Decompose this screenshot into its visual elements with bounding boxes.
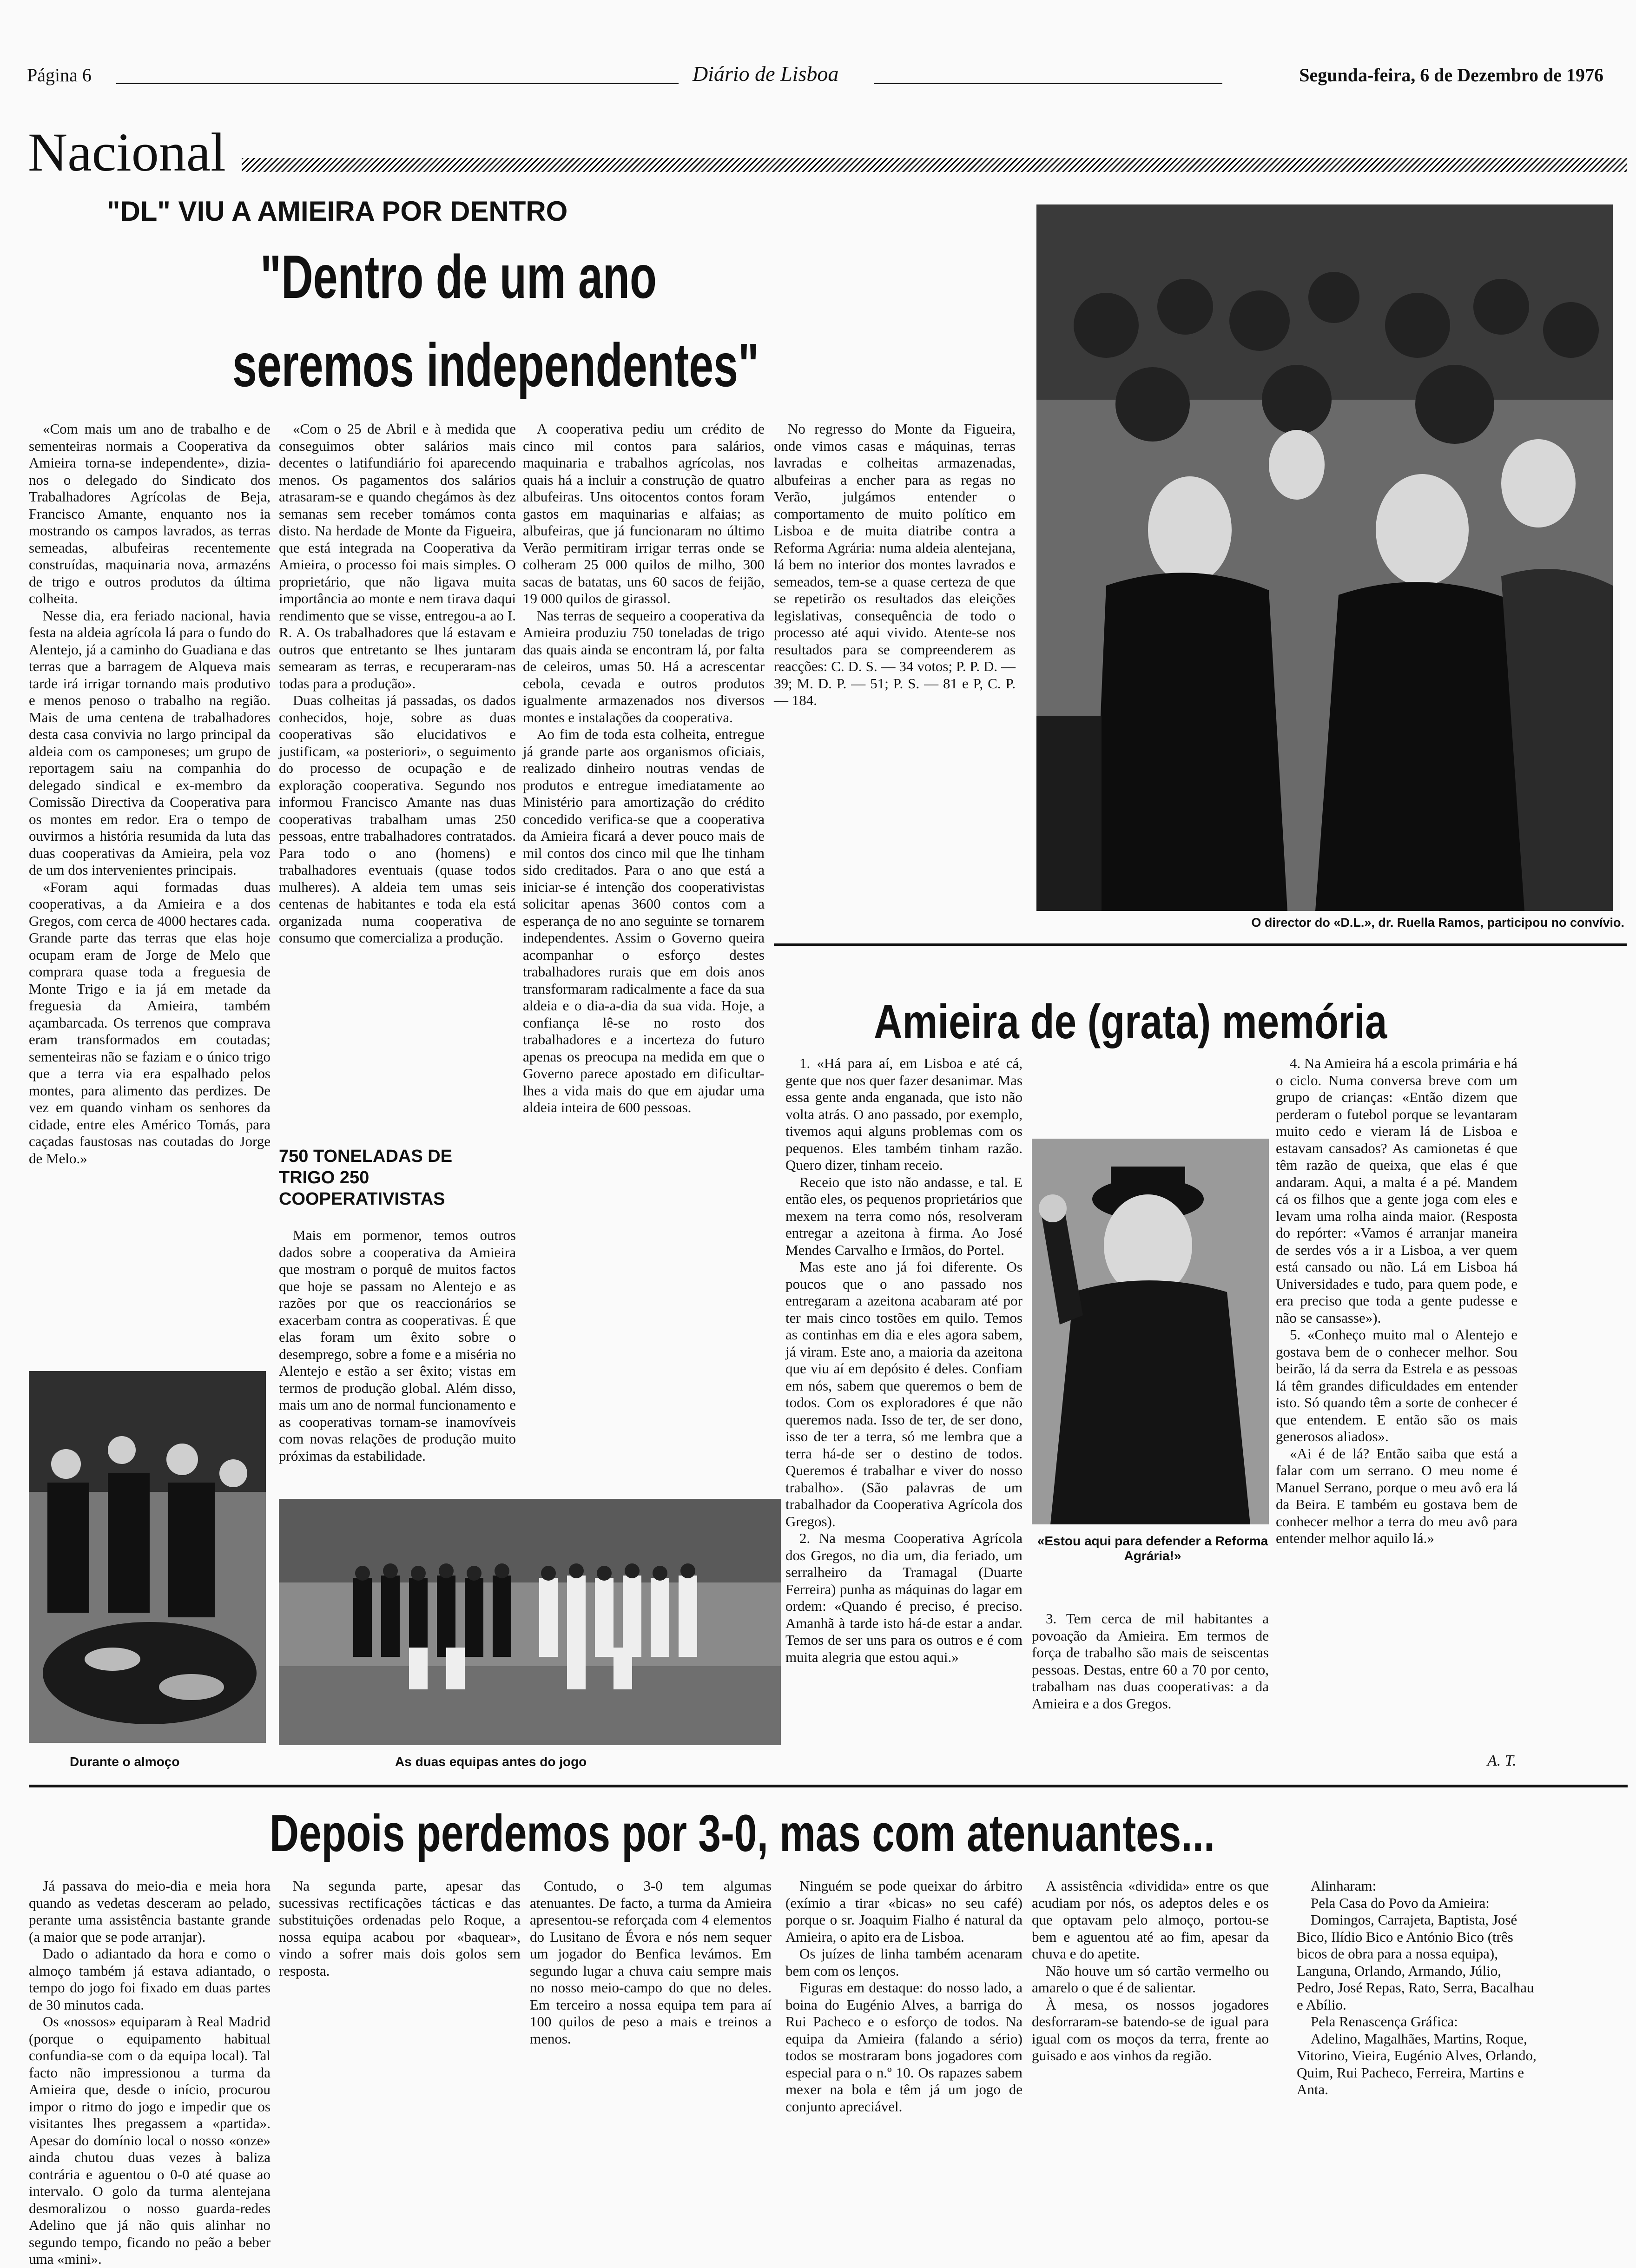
story3-paragraph: Dado o adiantado da hora e como o almoço também já estava adiantado, o tempo do jogo foi fixado em duas partes de 30 minutos cada. xyxy=(29,1945,270,2013)
story1-paragraph: Nas terras de sequeiro a cooperativa da Amieira produziu 750 toneladas de trigo das quais ainda se encontram lá, por falta de celeiros, umas 50. Há a acrescentar cebola, cevada e outros produtos igualmente armazenados nos diversos montes e instalações da cooperativa. xyxy=(523,607,765,725)
story2-paragraph: Receio que isto não andasse, e tal. E então eles, os pequenos proprietários que mexem na terra como nós, resolveram entregar a azeitona à firma. Ao José Mendes Carvalho e Irmãos, do Portel. xyxy=(785,1174,1022,1258)
story1-paragraph: Duas colheitas já passadas, os dados conhecidos, hoje, sobre as duas cooperativas são elucidativos e justificam, «a posteriori», o seguimento do processo de ocupação e de exploração cooperativa. Segundo nos informou Francisco Amante nas duas cooperativas trabalham umas 250 pessoas, entre trabalhadores contratados. Para todo o ano (homens) e trabalhadores eventuais (quase todos mulheres). A aldeia tem umas seis centenas de habitantes e toda ela está organizada numa cooperativa de consumo que comercializa a produção. xyxy=(279,692,516,946)
old-man-photo-caption: «Estou aqui para defender a Reforma Agrária!» xyxy=(1037,1534,1268,1563)
story-separator xyxy=(774,943,1627,946)
teams-photo xyxy=(279,1499,781,1745)
lunch-photo-icon xyxy=(29,1371,266,1743)
story1-paragraph: «Foram aqui formadas duas cooperativas, a da Amieira e a dos Gregos, com cerca de 4000 hectares cada. Grande parte das terras que elas hoje ocupam eram de Jorge de Melo que comprara quase toda a freguesia de Monte Trigo e ia já em metade da freguesia da Amieira, também açambarcada. Os terrenos que comprava eram transformados em coutadas; sementeiras não se faziam e o único trigo que a terra via era espalhado pelos montes, para alimento das perdizes. De vez em quando vinham os senhores da cidade, entre eles Américo Tomás, para caçadas faustosas nas coutadas do Jorge de Melo.» xyxy=(29,878,270,1167)
story1-paragraph: «Com o 25 de Abril e à medida que conseguimos obter salários mais decentes o latifundiário foi aparecendo menos. Os pagamentos dos salários atrasaram-se e quando chegámos às dez semanas sem receber tomámos conta disto. Na herdade de Monte da Figueira, que está integrada na Cooperativa da Amieira, o processo foi mais simples. O proprietário, que não ligava muita importância ao monte e nem tirava daqui rendimento que se visse, entregou-a ao I. R. A. Os trabalhadores que lá estavam e outros que entretanto se lhes juntaram semearam as terras, e recuperaram-nas todas para a produção». xyxy=(279,421,516,692)
lineup-home-label: Pela Casa do Povo da Amieira: xyxy=(1311,1894,1490,1911)
story1-paragraph: A cooperativa pediu um crédito de cinco mil contos para salários, maquinaria e trabalhos agrícolas, nos quais há a incluir a construção de quatro albufeiras. Uns oitocentos contos foram gastos em maquinarias e alfaias; as albufeiras, que já funcionaram no último Verão permitiram irrigar terras onde se colheram 25 000 quilos de milho, 300 sacas de batatas, uns 60 sacos de feijão, 19 000 quilos de girassol. xyxy=(523,421,765,607)
story3-paragraph: À mesa, os nossos jogadores desforraram-se batendo-se de igual para igual com os moços da terra, frente ao guisado e aos vinhos da região. xyxy=(1032,1996,1269,2064)
story1-headline-1: "Dentro de um ano xyxy=(260,243,657,311)
crowd-photo-icon xyxy=(1036,204,1613,911)
header-rule-left xyxy=(116,83,679,84)
crowd-photo xyxy=(1036,204,1613,911)
story1-paragraph: Mais em pormenor, temos outros dados sobre a cooperativa da Amieira que mostram o porquê de muitos factos que hoje se passam no Alentejo e as razões por que os reaccionários se exacerbam contra as cooperativas. É que elas foram um êxito sobre o desemprego, sobre a fome e a miséria no Alentejo e estão a ser êxito; vistas em termos de produção global. Além disso, mais um ano de normal funcionamento e as cooperativas tornam-se inamovíveis com novas relações de produção muito próximas da estabilidade. xyxy=(279,1227,516,1464)
story1-paragraph: Ao fim de toda esta colheita, entregue já grande parte aos organismos oficiais, realizado dinheiro noutras vendas de produtos e entregue imediatamente ao Ministério para amortização do crédito concedido verifica-se que a cooperativa da Amieira ficará a dever pouco mais de mil contos dos cinco mil que lhe tinham sido creditados. Para o ano que está a iniciar-se é intenção dos cooperativistas solicitar apenas 3600 contos com a esperança de no ano seguinte se tornarem independentes. Assim o Governo queira acompanhar o esforço destes trabalhadores rurais que em dois anos transformaram radicalmente a face da sua aldeia e o dia-a-dia da sua vida. Hoje, a confiança lê-se no rosto dos trabalhadores e a incerteza do futuro apenas os preocupa na medida em que o Governo parece apostado em dificultar-lhes a vida mais do que em ajudar uma aldeia inteira de 600 pessoas. xyxy=(523,726,765,1115)
story2-signature: A. T. xyxy=(1487,1752,1517,1769)
page-number: Página 6 xyxy=(27,65,92,86)
story2-paragraph: 2. Na mesma Cooperativa Agrícola dos Gregos, no dia um, dia feriado, um serralheiro da Tramagal (Duarte Ferreira) punha as máquinas do lagar em ordem: «Quando é preciso, é preciso. Amanhã à tarde isto há-de estar a andar. Temos de ser uns para os outros e é com muita alegria que estou aqui.» xyxy=(785,1530,1022,1665)
story1-paragraph: «Com mais um ano de trabalho e de sementeiras normais a Cooperativa da Amieira torna-se independente», dizia-nos o delegado do Sindicato dos Trabalhadores Agrícolas de Beja, Francisco Amante, enquanto nos ia mostrando os campos lavrados, as terras semeadas, albufeiras recentemente construídas, maquinaria nova, armazéns de trigo e outros produtos da última colheita. xyxy=(29,421,270,607)
story2-paragraph: 5. «Conheço muito mal o Alentejo e gostava bem de o conhecer melhor. Sou beirão, lá da serra da Estrela e as pessoas lá têm grandes dificuldades em entender isto. Só quando têm a sorte de conhecer é que entendem. E então são os mais generosos aliados». xyxy=(1276,1326,1517,1444)
story2-column-1 xyxy=(785,1055,1022,1771)
story3-lineups xyxy=(1297,1878,1538,2161)
story3-column-1 xyxy=(29,1878,270,2267)
story2-column-3 xyxy=(1276,1055,1517,1734)
story3-paragraph: Figuras em destaque: do nosso lado, a boina do Eugénio Alves, a barriga do Rui Pacheco e o esforço de todos. Na equipa da Amieira (falando a sério) todos se mostraram bons jogadores com especial para o n.º 10. Os rapazes sabem mexer na bola e têm já um jogo de conjunto apreciável. xyxy=(785,1979,1022,2115)
story3-paragraph: Já passava do meio-dia e meia hora quando as vedetas desceram ao pelado, perante uma assistência bastante grande (a maior que se pode arranjar). xyxy=(29,1878,270,1945)
story3-column-4 xyxy=(785,1878,1022,2161)
lineup-title: Alinharam: xyxy=(1311,1878,1377,1894)
story1-column-4 xyxy=(774,421,1016,927)
story3-paragraph: Contudo, o 3-0 tem algumas atenuantes. De facto, a turma da Amieira apresentou-se reforçada com 4 elementos do Lusitano de Évora e nós nem sequer um jogador do Benfica levámos. Em segundo lugar a chuva caiu sempre mais no nosso meio-campo do que no deles. Em terceiro a nossa equipa tem para aí 100 quilos de peso a mais e treinos a menos. xyxy=(530,1878,772,2047)
story2-column-2b xyxy=(1032,1610,1269,1771)
story2-paragraph: 1. «Há para aí, em Lisboa e até cá, gente que nos quer fazer desanimar. Mas essa gente anda enganada, que isto não volta atrás. O ano passado, por exemplo, tivemos aqui alguns problemas com os pequenos. Eles também tinham razão. Quero dizer, tinham receio. xyxy=(785,1055,1022,1173)
lineup-away-label: Pela Renascença Gráfica: xyxy=(1311,2013,1458,2030)
story1-paragraph: Nesse dia, era feriado nacional, havia festa na aldeia agrícola lá para o fundo do Alentejo, já a caminho do Guadiana e das terras que a barragem de Alqueva mais tarde irá irrigar tornando mais produtivo e menos penoso o trabalho na região. Mais de uma centena de trabalhadores desta casa convivia no largo principal da aldeia com os camponeses; um grupo de reportagem saiu na companhia do delegado sindical e ex-membro da Comissão Directiva da Cooperativa para os montes em redor. Era o tempo de ouvirmos a história resumida da luta das duas cooperativas da Amieira, pela voz de um dos intervenientes principais. xyxy=(29,607,270,878)
story1-paragraph: No regresso do Monte da Figueira, onde vimos casas e máquinas, terras lavradas e colheitas armazenadas, albufeiras a encher para as regas no Verão, julgámos entender o comportamento de muito político em Lisboa e de muita diatribe contra a Reforma Agrária: numa aldeia alentejana, lá bem no interior dos montes lavrados e semeados, tem-se a quase certeza de que se repetirão os resultados das eleições legislativas, consequência de todo o processo até aqui vivido. Atente-se nos resultados para se compreenderem as reacções: C. D. S. — 34 votos; P. P. D. — 39; M. D. P. — 51; P. S. — 81 e P, C. P. — 184. xyxy=(774,421,1016,708)
story3-column-2 xyxy=(279,1878,521,2161)
crowd-photo-caption: O director do «D.L.», dr. Ruella Ramos, participou no convívio. xyxy=(1251,916,1624,930)
story1-column-1 xyxy=(29,421,270,1211)
story2-paragraph: 4. Na Amieira há a escola primária e há o ciclo. Numa conversa breve com um grupo de crianças: «Então dizem que perderam o futebol porque se levantaram muito cedo e vieram lá de Lisboa e estavam cansados? As camionetas é que têm razão de queixa, que elas é que andaram. Aqui, a malta é a pé. Mandem cá os filhos que a gente joga com eles e levam uma rolha ainda maior. (Resposta do repórter: «Vamos é arranjar maneira de serdes vós a ir a Lisboa, a ver quem está cansado ou não. Lá em Lisboa há Universidades e tudo, para quem pode, e era preciso que toda a gente pudesse e não se cansasse»). xyxy=(1276,1055,1517,1326)
story2-paragraph: Mas este ano já foi diferente. Os poucos que o ano passado nos entregaram a azeitona acabaram até por ter mais cinco tostões em quilo. Temos as continhas em dia e eles agora sabem, já viram. Este ano, a maioria da azeitona que viu aí em depósito é deles. Confiam em nós, sabem que queremos o bem de todos. Com os exploradores é que não queremos nada. Isso de ter, de ser dono, isso de ter a terra, só me lembra que a terra há-de ser o destino de todos. Queremos é trabalhar e viver do nosso trabalho». (São palavras de um trabalhador da Cooperativa Agrícola dos Gregos). xyxy=(785,1259,1022,1530)
issue-date: Segunda-feira, 6 de Dezembro de 1976 xyxy=(1299,65,1603,86)
story3-paragraph: Na segunda parte, apesar das sucessivas rectificações tácticas e das substituições ordenadas pelo Roque, a nossa equipa acabou por «baquear», vindo a sofrer mais dois golos sem resposta. xyxy=(279,1878,521,1979)
teams-photo-caption: As duas equipas antes do jogo xyxy=(395,1754,587,1769)
bottom-separator xyxy=(29,1785,1628,1787)
story3-paragraph: Não houve um só cartão vermelho ou amarelo o que é de salientar. xyxy=(1032,1962,1269,1996)
section-hatch xyxy=(242,158,1627,172)
story3-paragraph: A assistência «dividida» entre os que acudiam por nós, os adeptos deles e os que optavam pelo almoço, portou-se bem e aguentou até ao fim, apesar da chuva e do apetite. xyxy=(1032,1878,1269,1962)
story1-column-3 xyxy=(523,421,765,1420)
story3-paragraph: Os juízes de linha também acenaram bem com os lenços. xyxy=(785,1945,1022,1979)
header-rule-right xyxy=(874,83,1222,84)
newspaper-name: Diário de Lisboa xyxy=(693,62,839,86)
lineup-away: Adelino, Magalhães, Martins, Roque, Vitorino, Vieira, Eugénio Alves, Orlando, Quim, Rui Pacheco, Ferreira, Martins e Anta. xyxy=(1297,2030,1537,2097)
story1-column-2b xyxy=(279,1227,516,1487)
story1-column-2 xyxy=(279,421,516,1039)
story3-headline: Depois perdemos por 3-0, mas com atenuantes... xyxy=(270,1804,1215,1862)
lineup-home: Domingos, Carrajeta, Baptista, José Bico, Ilídio Bico e António Bico (três bicos de obra para a nossa equipa), Languna, Orlando, Armando, Júlio, Pedro, José Repas, Rato, Serra, Bacalhau e Abílio. xyxy=(1297,1912,1534,2013)
team-photo-icon xyxy=(279,1499,781,1745)
old-man-photo xyxy=(1032,1139,1269,1524)
lunch-photo-caption: Durante o almoço xyxy=(70,1754,180,1769)
story2-headline: Amieira de (grata) memória xyxy=(874,995,1387,1049)
story2-paragraph: «Ai é de lá? Então saiba que está a falar com um serrano. O meu nome é Manuel Serrano, porque o meu avô era lá da Beira. E também eu gostava bem de conhecer melhor a terra do meu avô para entender melhor aquilo lá.» xyxy=(1276,1445,1517,1546)
story3-column-5 xyxy=(1032,1878,1269,2161)
story3-paragraph: Os «nossos» equiparam à Real Madrid (porque o equipamento habitual confundia-se com o da equipa local). Tal facto não impressionou a turma da Amieira que, desde o início, procurou impor o ritmo do jogo e impedir que os visitantes lhes pregassem a «partida». Apesar do domínio local o nosso «onze» ainda chutou duas vezes à baliza contrária e aguentou o 0-0 até quase ao intervalo. O golo da turma alentejana desmoralizou o nosso guarda-redes Adelino que já não quis alinhar no segundo tempo, ficando no peão a beber uma «mini». xyxy=(29,2013,270,2267)
story1-subhead: 750 TONELADAS DE TRIGO 250 COOPERATIVISTAS xyxy=(279,1147,453,1209)
story1-kicker: "DL" VIU A AMIEIRA POR DENTRO xyxy=(107,196,568,227)
section-title: Nacional xyxy=(28,122,226,183)
story1-headline-2: seremos independentes" xyxy=(232,331,759,399)
story3-paragraph: Ninguém se pode queixar do árbitro (exímio a tirar «bicas» no seu café) porque o sr. Joaquim Fialho é natural da Amieira, o apito era de Lisboa. xyxy=(785,1878,1022,1945)
lunch-photo xyxy=(29,1371,266,1743)
story2-paragraph: 3. Tem cerca de mil habitantes a povoação da Amieira. Em termos de força de trabalho são mais de seiscentas pessoas. Destas, entre 60 a 70 por cento, trabalham nas duas cooperativas: a da Amieira e a dos Gregos. xyxy=(1032,1610,1269,1712)
story3-column-3 xyxy=(530,1878,772,2161)
portrait-photo-icon xyxy=(1032,1139,1269,1524)
